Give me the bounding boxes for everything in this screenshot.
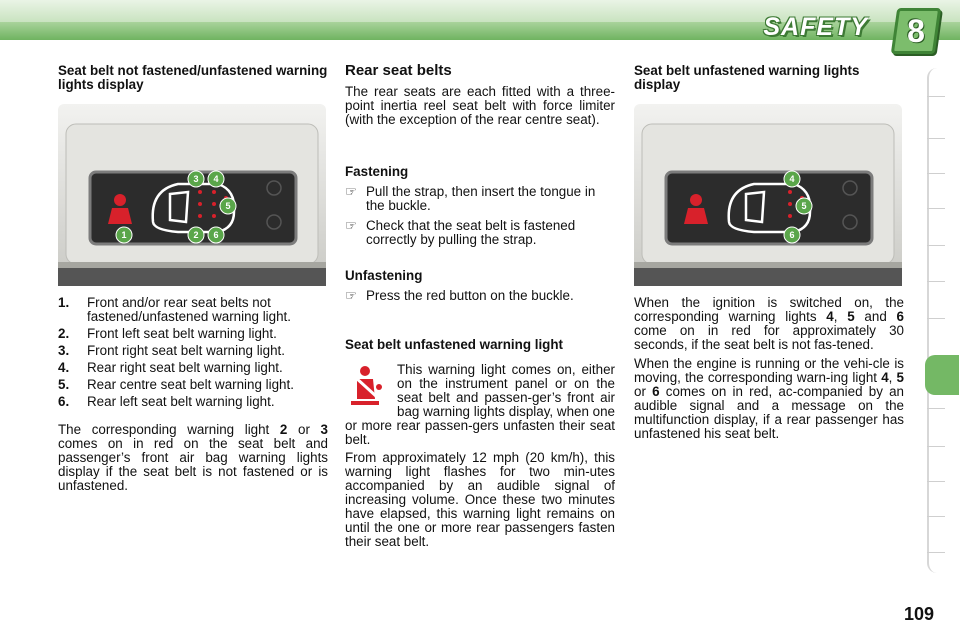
list-item: 1. Front and/or rear seat belts not fastened/unfastened warning light.: [58, 295, 291, 324]
list-item: 3. Front right seat belt warning light.: [58, 343, 285, 358]
pointer-icon: ☞: [345, 184, 358, 199]
right-heading: Seat belt unfastened warning lights display: [634, 63, 860, 92]
unfastened-display-image: [634, 104, 902, 286]
label-5: 5: [801, 201, 807, 211]
list-item: ☞ Check that the seat belt is fastened correctly by pulling the strap.: [345, 218, 576, 247]
chapter-number: 8: [907, 13, 925, 49]
label-3: 3: [193, 174, 199, 184]
rear-seat-belts-heading: Rear seat belts: [345, 62, 452, 79]
left-paragraph: The corresponding warning light 2 or 3 comes on in red on the seat belt and passenger’s front air bag warning lights display if the seat belt is not fastened or is unfastened.: [58, 422, 328, 493]
middle-column: [345, 62, 615, 549]
side-tabs: [927, 68, 949, 573]
right-paragraph-1: When the ignition is switched on, the corresponding warning lights 4, 5 and 6 come on in red for approximately 30 seconds, if the seat belt is not fas-tened.: [634, 295, 904, 352]
side-tab-divider: [927, 281, 945, 282]
seatbelt-warning-icon: [345, 363, 397, 415]
unfastening-heading: Unfastening: [345, 268, 423, 283]
side-tab-divider: [927, 318, 945, 319]
pointer-icon: ☞: [345, 218, 358, 233]
label-2: 2: [193, 230, 199, 240]
list-item: ☞ Press the red button on the buckle.: [345, 288, 574, 303]
side-tab-active[interactable]: [925, 355, 959, 395]
right-text: [634, 296, 904, 441]
label-1: 1: [121, 230, 127, 240]
list-item: 6. Rear left seat belt warning light.: [58, 394, 275, 409]
left-column: [58, 64, 328, 92]
side-tab-divider: [927, 516, 945, 517]
left-heading: Seat belt not fastened/unfastened warning lights display: [58, 63, 328, 92]
label-4: 4: [789, 174, 795, 184]
warning-display-image: [58, 104, 326, 286]
label-6: 6: [213, 230, 219, 240]
list-item: ☞ Pull the strap, then insert the tongue in the buckle.: [345, 184, 596, 213]
chapter-badge: [891, 8, 941, 54]
fastening-heading: Fastening: [345, 164, 409, 179]
side-tab-divider: [927, 446, 945, 447]
side-tab-divider: [927, 96, 945, 97]
pointer-icon: ☞: [345, 288, 358, 303]
warning-light-heading: Seat belt unfastened warning light: [345, 337, 563, 352]
list-item: 4. Rear right seat belt warning light.: [58, 360, 283, 375]
section-title: SAFETY: [763, 13, 868, 41]
side-tab-divider: [927, 173, 945, 174]
label-4: 4: [213, 174, 219, 184]
right-paragraph-2: When the engine is running or the vehi-cle is moving, the corresponding warn-ing light 4, 5 or 6 comes on in red, ac-companied by an audible signal and a message on the multifunction display, if a rear passenger has unfastened his seat belt.: [634, 356, 904, 441]
side-tab-divider: [927, 552, 945, 553]
warning-light-paragraph-2: From approximately 12 mph (20 km/h), this warning light flashes for two min-utes accompanied by an audible signal of increasing volume. Once these two minutes have elapsed, this warning light remains on until the one or more rear passengers fasten their seat belt.: [345, 450, 615, 549]
list-item: 2. Front left seat belt warning light.: [58, 326, 277, 341]
right-column: [634, 64, 904, 92]
page-number: 109: [904, 604, 935, 624]
side-tab-divider: [927, 245, 945, 246]
side-tab-divider: [927, 481, 945, 482]
left-list: [58, 296, 328, 493]
side-tab-divider: [927, 408, 945, 409]
page-header: [0, 0, 960, 52]
label-6: 6: [789, 230, 795, 240]
side-tab-divider: [927, 138, 945, 139]
list-item: 5. Rear centre seat belt warning light.: [58, 377, 294, 392]
side-tab-divider: [927, 208, 945, 209]
rear-seat-belts-intro: The rear seats are each fitted with a three-point inertia reel seat belt with force limiter (with the exception of the rear centre seat).: [345, 84, 615, 127]
warning-light-paragraph-1: This warning light comes on, either on the instrument panel or on the seat belt and passen-ger’s front air bag warning lights display, when one or more rear passen-gers unfasten their seat belt.: [345, 362, 615, 447]
label-5: 5: [225, 201, 231, 211]
